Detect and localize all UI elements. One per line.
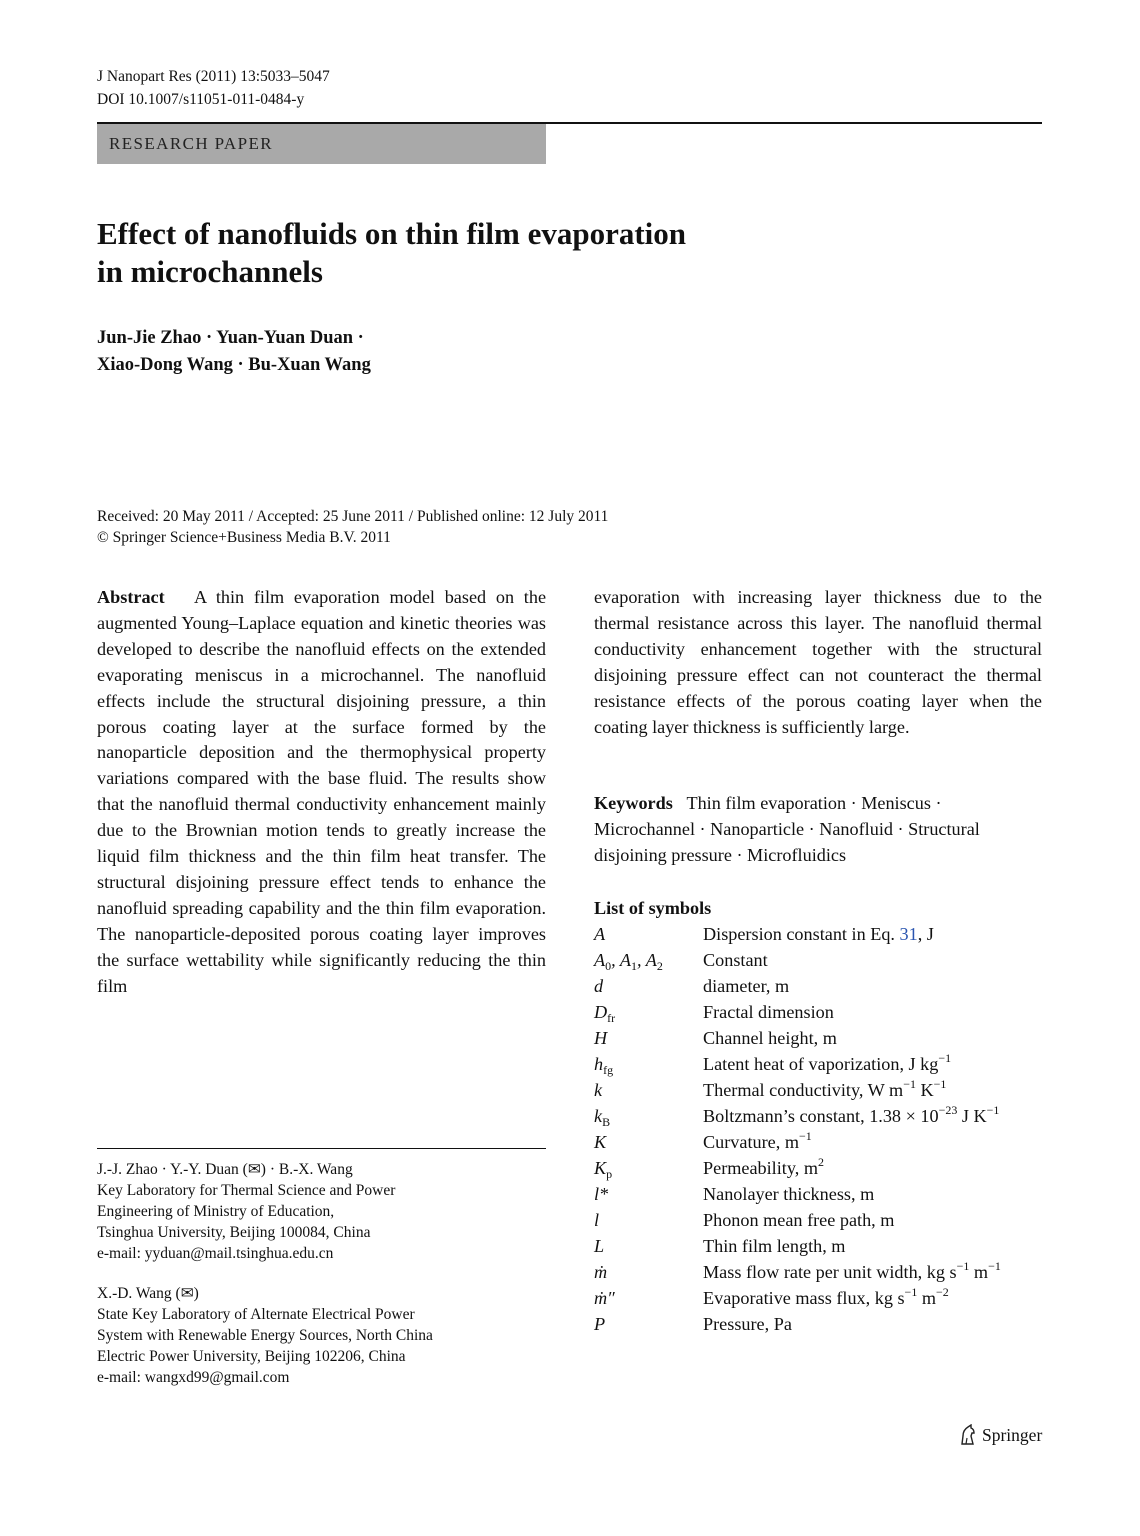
symbol: $A_0$, $A_1$, $A_2$ [594,950,663,973]
symbol-description: Mass flow rate per unit width, kg $s^{-1}$ $m^{-1}$ [703,1259,1001,1282]
affiliation-email[interactable]: e-mail: yyduan@mail.tsinghua.edu.cn [97,1245,334,1262]
symbol-description: Curvature, $m^{-1}$ [703,1129,812,1152]
symbol-description: Fractal dimension [703,1002,834,1022]
affiliation-line: Engineering of Ministry of Education, [97,1203,335,1220]
symbol-description: Channel height, m [703,1028,837,1048]
affiliation-email[interactable]: e-mail: wangxd99@gmail.com [97,1369,290,1386]
affiliation-line: Key Laboratory for Thermal Science and Power [97,1182,396,1199]
authors-line-2: Xiao-Dong Wang · Bu-Xuan Wang [97,355,371,375]
doi: DOI 10.1007/s11051-011-0484-y [97,91,305,108]
symbol: H [594,1028,608,1048]
symbol: ṁ″ [594,1288,615,1308]
affiliation-names: X.-D. Wang (✉) [97,1285,199,1302]
symbol-row [594,921,1042,947]
affiliation-line: Tsinghua University, Beijing 100084, China [97,1224,371,1241]
symbol: ṁ [594,1262,608,1282]
copyright: © Springer Science+Business Media B.V. 2011 [97,529,391,546]
keywords [594,791,1042,869]
equation-ref-link[interactable]: 31 [899,924,918,944]
symbol-row [594,1051,1042,1077]
symbol: L [594,1236,605,1256]
symbol-row [594,1259,1042,1285]
affiliation-2 [97,1283,433,1388]
abstract-text-left: A thin film evaporation model based on the augmented Young–Laplace equation and kinetic theories was developed to describe the nanofluid effects on the extended evaporating meniscus in a microchannel. The nanofluid effects include the structural disjoining pressure, a thin porous coating layer at the surface formed by the nanoparticle deposition and the thermophysical property variations compared with the base fluid. The results show that the nanofluid thermal conductivity enhancement mainly due to the Brownian motion tends to greatly increase the liquid film thickness and the thin film heat transfer. The structural disjoining pressure effect tends to enhance the nanofluid spreading capability and the thin film evaporation. The nanoparticle-deposited porous coating layer improves the surface wettability while significantly reducing the thin film [97,587,547,996]
symbol: d [594,976,604,996]
symbol-description: Constant [703,950,768,970]
symbol-row [594,1233,1042,1259]
keywords-text: Thin film evaporation · Meniscus · Microchannel · Nanoparticle · Nanofluid · Structural disjoining pressure · Microfluidics [594,793,980,865]
symbols-heading: List of symbols [594,898,712,918]
symbol-row [594,1285,1042,1311]
affiliation-1 [97,1159,395,1264]
symbol-row [594,1207,1042,1233]
authors-line-1: Jun-Jie Zhao · Yuan-Yuan Duan · [97,328,364,348]
publisher-name: Springer [982,1425,1043,1445]
symbol: k [594,1080,603,1100]
symbol: l [594,1210,600,1230]
symbol: $D_{fr}$ [594,1002,616,1025]
symbol: $K_p$ [594,1158,613,1181]
symbol-description: Phonon mean free path, m [703,1210,895,1230]
symbol-row [594,999,1042,1025]
dates-line: Received: 20 May 2011 / Accepted: 25 June 2011 / Published online: 12 July 2011 [97,508,609,525]
symbol-row [594,947,1042,973]
symbol-description: Thermal conductivity, W $m^{-1}$ $K^{-1}$ [703,1077,947,1100]
symbol-description: Thin film length, m [703,1236,846,1256]
affiliation-line: Electric Power University, Beijing 102206, China [97,1348,406,1365]
symbol: $h_{fg}$ [594,1054,614,1077]
symbol-description: diameter, m [703,976,790,996]
symbols-table [594,921,1042,1337]
title-line-1: Effect of nanofluids on thin film evaporation [97,216,687,251]
symbol-row [594,1311,1042,1337]
symbol: A [594,924,606,944]
affiliation-line: State Key Laboratory of Alternate Electrical Power [97,1306,415,1323]
publication-dates [97,506,608,548]
symbol-description: Dispersion constant in Eq. 31, J [703,924,934,944]
symbol-description: Evaporative mass flux, kg $s^{-1}$ $m^{-2}$ [703,1285,949,1308]
author-list [97,325,371,379]
symbol-row [594,1077,1042,1103]
symbol: P [594,1314,606,1334]
title-line-2: in microchannels [97,254,323,289]
symbol-description: Nanolayer thickness, m [703,1184,875,1204]
affiliation-line: System with Renewable Energy Sources, North China [97,1327,433,1344]
abstract-text-right: evaporation with increasing layer thickness due to the thermal resistance across this layer. The nanofluid thermal conductivity enhancement together with the structural disjoining pressure effect can not counteract the thermal resistance effects of the porous coating layer when the coating layer thickness is sufficiently large. [594,587,1042,737]
symbol-row [594,973,1042,999]
symbol: $k_B$ [594,1106,611,1129]
section-label: RESEARCH PAPER [97,124,546,164]
symbol-description: Boltzmann’s constant, $1.38 \times 10^{-23}$ J $K^{-1}$ [703,1103,1000,1126]
symbol-description: Pressure, Pa [703,1314,792,1334]
affiliation-names: J.-J. Zhao · Y.-Y. Duan (✉) · B.-X. Wang [97,1161,353,1178]
symbol: l* [594,1184,609,1204]
keywords-heading: Keywords [594,793,673,813]
symbol-description: Permeability, $m^2$ [703,1155,824,1178]
symbol-row [594,1103,1042,1129]
symbol-row [594,1129,1042,1155]
symbol: K [594,1132,607,1152]
springer-horse-icon [958,1424,978,1446]
symbol-description: Latent heat of vaporization, J $kg^{-1}$ [703,1051,952,1074]
journal-citation: J Nanopart Res (2011) 13:5033–5047 [97,68,330,85]
abstract-heading: Abstract [97,587,165,607]
symbol-row [594,1181,1042,1207]
affiliation-rule [97,1148,546,1149]
abstract-right [594,585,1042,740]
symbol-row [594,1155,1042,1181]
symbol-row [594,1025,1042,1051]
paper-title [97,215,817,291]
springer-logo [958,1423,1042,1447]
abstract-left [97,585,546,1000]
